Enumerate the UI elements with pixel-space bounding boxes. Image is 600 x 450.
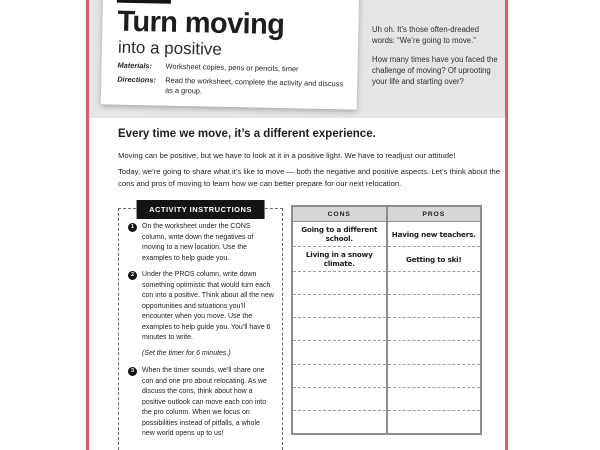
blank-write-in-row (293, 295, 386, 318)
page-title: Turn moving (117, 5, 285, 42)
section-paragraph-2: Today, we’re going to share what it’s like to move — both the negative and positive aspects. Let’s think about the cons and pros of moving to learn how we can better prepare for our next relocation. (118, 167, 501, 188)
blank-write-in-row (388, 365, 481, 388)
table-column-cons (293, 207, 386, 433)
blank-write-in-row (388, 295, 481, 318)
step-number-badge: 1 (128, 223, 137, 232)
example-cell: Getting to ski! (388, 247, 481, 272)
instruction-step-2 (128, 270, 274, 360)
instruction-step-3 (128, 366, 274, 440)
blank-write-in-row (293, 365, 386, 388)
left-red-rail (86, 0, 89, 450)
blank-write-in-row (388, 341, 481, 364)
cons-pros-table (291, 205, 482, 435)
activity-instructions-title: ACTIVITY INSTRUCTIONS (136, 200, 265, 219)
blank-write-in-row (388, 411, 481, 433)
materials-directions (117, 61, 346, 100)
card-top-tab (117, 0, 171, 4)
blank-write-in-row (293, 318, 386, 341)
blank-write-in-row (293, 388, 386, 411)
intro-paragraph-2: How many times have you faced the challenge of moving? Of uprooting your life and starting over? (372, 55, 498, 87)
instruction-step-1 (128, 222, 274, 264)
example-cell: Going to a different school. (293, 222, 386, 247)
section-paragraph-1: Moving can be positive, but we have to look at it in a positive light. We have to readjust our attitude! (118, 151, 456, 160)
table-column-pros (386, 207, 481, 433)
step-number-badge: 2 (128, 271, 137, 280)
blank-write-in-row (388, 318, 481, 341)
page-subtitle: into a positive (117, 37, 223, 59)
materials-value: Worksheet copies, pens or pencils, timer (165, 61, 299, 74)
directions-value: Read the worksheet, complete the activity and discuss as a group. (164, 75, 344, 96)
blank-write-in-row (293, 272, 386, 295)
step-text: On the worksheet under the CONS column, write down the negatives of moving to a new location. Use the examples to help guide you. (142, 223, 254, 262)
right-red-rail (505, 0, 508, 450)
activity-instructions-box (118, 205, 283, 450)
step-number-badge: 3 (128, 367, 137, 376)
blank-write-in-row (388, 388, 481, 411)
section-heading: Every time we move, it’s a different experience. (118, 128, 376, 140)
column-header-cons: CONS (293, 207, 386, 222)
column-header-pros: PROS (388, 207, 481, 222)
step-text: When the timer sounds, we’ll share one con and one pro about relocating. As we discuss the cons, think about how a positive outlook can move each con into the pro column. When we focus on possibilities instead of pitfalls, a whole new world opens up to us! (142, 367, 267, 437)
instruction-steps (128, 222, 274, 440)
blank-write-in-row (293, 411, 386, 433)
intro-paragraph-1: Uh oh. It’s those often-dreaded words: “We’re going to move.” (372, 25, 479, 46)
timer-note: (Set the timer for 6 minutes.) (142, 349, 231, 357)
example-cell: Having new teachers. (388, 222, 481, 247)
blank-write-in-row (388, 272, 481, 295)
directions-label: Directions: (117, 74, 156, 85)
materials-label: Materials: (117, 60, 153, 71)
title-card (101, 0, 360, 110)
step-text: Under the PROS column, write down something optimistic that would turn each con into a positive. Think about all the new opportunities and situations you’ll encounter when you move. Use the examples to help guide you. You’ll have 6 minutes to write. (Set the timer for 6 minutes.) (142, 270, 274, 360)
intro-text (372, 24, 500, 87)
blank-write-in-row (293, 341, 386, 364)
example-cell: Living in a snowy climate. (293, 247, 386, 272)
